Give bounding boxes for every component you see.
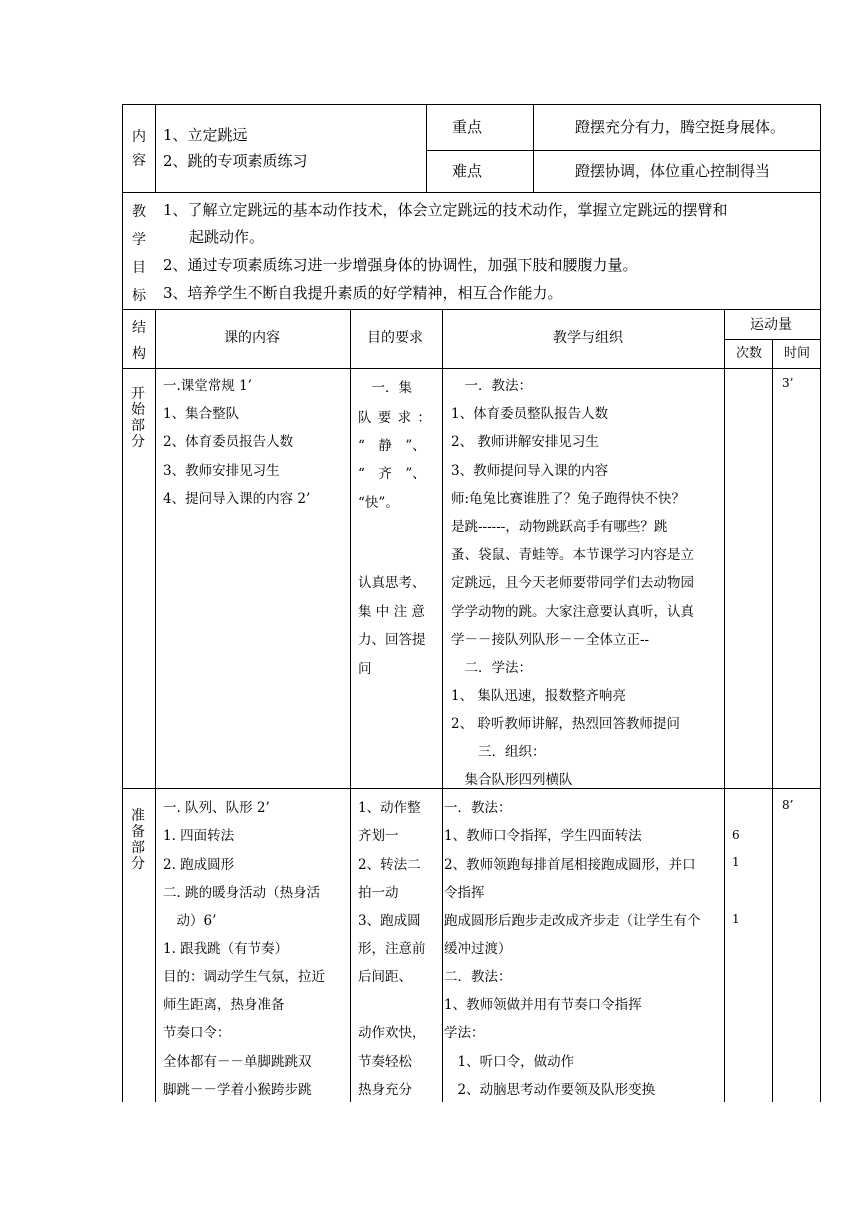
start-duration: 3’ — [782, 376, 794, 390]
list-item: 节奏口令： — [163, 1025, 231, 1041]
list-item: 2、转法二 — [358, 857, 421, 873]
list-item: 缓冲过渡） — [444, 941, 512, 957]
list-item: 3、跑成圆 — [358, 913, 421, 929]
list-item: 三．组织： — [451, 744, 546, 760]
goal-line: 1、了解立定跳远的基本动作技术，体会立定跳远的技术动作，掌握立定跳远的摆臂和 — [163, 201, 728, 219]
content-label-char: 容 — [132, 153, 146, 169]
list-item: 1. 四面转法 — [163, 828, 235, 844]
list-item: 学法： — [444, 1025, 485, 1041]
divider-org-col — [442, 309, 443, 1102]
content-label-char: 内 — [132, 129, 146, 145]
list-item: 2、 聆听教师讲解，热烈回答教师提问 — [451, 716, 680, 732]
list-item: 1、听口令，做动作 — [444, 1054, 575, 1070]
list-item: 热身充分 — [358, 1082, 412, 1098]
list-item: 蚤、袋鼠、青蛙等。本节课学习内容是立 — [451, 547, 694, 563]
goals-label-char: 学 — [132, 232, 146, 248]
list-item: 1、 集队迅速，报数整齐响亮 — [451, 688, 626, 704]
list-item: 3、教师提问导入课的内容 — [451, 463, 609, 479]
divider-structure-col — [155, 309, 156, 1102]
list-item: 一. 队列、队形 2’ — [163, 800, 270, 816]
prep-label-char: 备 — [131, 824, 145, 840]
column-header-goal: 目的要求 — [367, 330, 423, 346]
start-label-char: 分 — [131, 434, 145, 450]
list-item: 1、动作整 — [358, 800, 421, 816]
column-header-duration: 时间 — [784, 346, 811, 361]
list-item: 定跳远，且今天老师要带同学们去动物园 — [451, 575, 694, 591]
column-header-org: 教学与组织 — [553, 330, 623, 346]
list-item: 学－－接队列队形－－全体立正-- — [451, 632, 650, 648]
goals-label — [129, 198, 149, 310]
prep-times: 1 — [732, 855, 740, 869]
list-item: 1、教师口令指挥，学生四面转法 — [444, 828, 642, 844]
list-item: 认真思考、 — [358, 575, 426, 591]
divider-key-col — [426, 104, 427, 192]
divider-columns-start — [122, 368, 820, 369]
goal-line: 3、培养学生不断自我提升素质的好学精神，相互合作能力。 — [163, 284, 563, 302]
goals-label-char: 目 — [132, 260, 146, 276]
list-item: 是跳------，动物跳跃高手有哪些？跳 — [451, 519, 668, 535]
list-item: 节奏轻松 — [358, 1054, 412, 1070]
key-point-text: 蹬摆充分有力，腾空挺身展体。 — [575, 118, 786, 136]
key-point-label: 重点 — [452, 118, 483, 136]
divider-key-text-col — [533, 104, 534, 192]
list-item: 2. 跑成圆形 — [163, 857, 235, 873]
table-border-left — [122, 104, 123, 1102]
structure-label-char: 构 — [132, 346, 146, 362]
list-item: 目的：调动学生气氛，拉近 — [163, 969, 325, 985]
list-item: 令指挥 — [444, 885, 485, 901]
list-item: 1、体育委员整队报告人数 — [451, 406, 609, 422]
start-section-label — [128, 386, 148, 450]
list-item: 力、回答提 — [358, 632, 426, 648]
column-header-load: 运动量 — [750, 317, 792, 333]
list-item: 二．教法： — [444, 969, 512, 985]
prep-section-label — [128, 808, 148, 872]
divider-header-goals — [122, 192, 820, 193]
list-item: 跑成圆形后跑步走改成齐步走（让学生有个 — [444, 913, 701, 929]
list-item: “ 齐 ”、 — [358, 466, 426, 482]
list-item: 动）6’ — [163, 913, 217, 929]
start-label-char: 始 — [131, 402, 145, 418]
list-item: 队 要 求 ： — [358, 410, 432, 426]
list-item: 1. 跟我跳（有节奏） — [163, 941, 289, 957]
list-item: “快”。 — [358, 495, 399, 511]
difficulty-text: 蹬摆协调，体位重心控制得当 — [575, 162, 771, 180]
structure-label-char: 结 — [132, 320, 146, 336]
list-item: 形，注意前 — [358, 941, 426, 957]
divider-key-difficulty — [426, 150, 820, 151]
goal-line: 起跳动作。 — [189, 228, 265, 246]
table-border-top — [122, 104, 820, 105]
goal-line: 2、通过专项素质练习进一步增强身体的协调性，加强下肢和腰腹力量。 — [163, 256, 638, 274]
start-label-char: 部 — [131, 418, 145, 434]
list-item: 全体都有－－单脚跳跳双 — [163, 1054, 312, 1070]
content-item: 2、跳的专项素质练习 — [163, 152, 308, 170]
list-item: 3、教师安排见习生 — [163, 463, 280, 479]
content-label — [129, 126, 149, 170]
list-item: 问 — [358, 661, 372, 677]
list-item: 2、体育委员报告人数 — [163, 434, 294, 450]
difficulty-label: 难点 — [452, 162, 483, 180]
prep-times: 6 — [732, 828, 740, 842]
divider-goals-columns — [122, 309, 820, 310]
list-item: 一．集 — [358, 380, 412, 396]
list-item: 动作欢快， — [358, 1025, 426, 1041]
list-item: 学学动物的跳。大家注意要认真听，认真 — [451, 604, 694, 620]
list-item: 2、教师领跑每排首尾相接跑成圆形，并口 — [444, 857, 696, 873]
prep-label-char: 分 — [131, 856, 145, 872]
list-item: 拍一动 — [358, 885, 399, 901]
list-item: 二. 跳的暖身活动（热身活 — [163, 885, 321, 901]
start-label-char: 开 — [131, 386, 145, 402]
divider-start-prep — [122, 788, 820, 789]
list-item: 一．教法： — [451, 378, 532, 394]
list-item: 4、提问导入课的内容 2’ — [163, 491, 311, 507]
list-item: “ 静 ”、 — [358, 438, 426, 454]
list-item: 集 中 注 意 — [358, 604, 425, 620]
column-header-times: 次数 — [736, 346, 763, 361]
list-item: 集合队形四列横队 — [451, 772, 573, 788]
structure-label — [129, 315, 149, 367]
divider-times-col — [772, 339, 773, 1102]
content-item: 1、立定跳远 — [163, 126, 248, 144]
list-item: 1、教师领做并用有节奏口令指挥 — [444, 997, 642, 1013]
list-item: 一．教法： — [444, 800, 512, 816]
column-header-content: 课的内容 — [224, 330, 280, 346]
goals-label-char: 教 — [132, 204, 146, 220]
list-item: 二．学法： — [451, 660, 532, 676]
list-item: 2、动脑思考动作要领及队形变换 — [444, 1082, 656, 1098]
list-item: 2、 教师讲解安排见习生 — [451, 434, 599, 450]
list-item: 齐划一 — [358, 828, 399, 844]
divider-load-col — [724, 309, 725, 1102]
divider-goal-col — [350, 309, 351, 1102]
list-item: 一.课堂常规 1’ — [163, 378, 252, 394]
list-item: 师:龟兔比赛谁胜了？兔子跑得快不快？ — [451, 491, 686, 507]
prep-times: 1 — [732, 912, 740, 926]
table-border-right — [820, 104, 821, 1102]
list-item: 脚跳－－学着小猴跨步跳 — [163, 1082, 312, 1098]
list-item: 后间距、 — [358, 969, 412, 985]
prep-label-char: 准 — [131, 808, 145, 824]
prep-label-char: 部 — [131, 840, 145, 856]
divider-content-col — [155, 104, 156, 192]
prep-duration: 8’ — [782, 798, 794, 812]
list-item: 1、集合整队 — [163, 406, 240, 422]
goals-label-char: 标 — [132, 288, 146, 304]
list-item: 师生距离，热身准备 — [163, 997, 285, 1013]
